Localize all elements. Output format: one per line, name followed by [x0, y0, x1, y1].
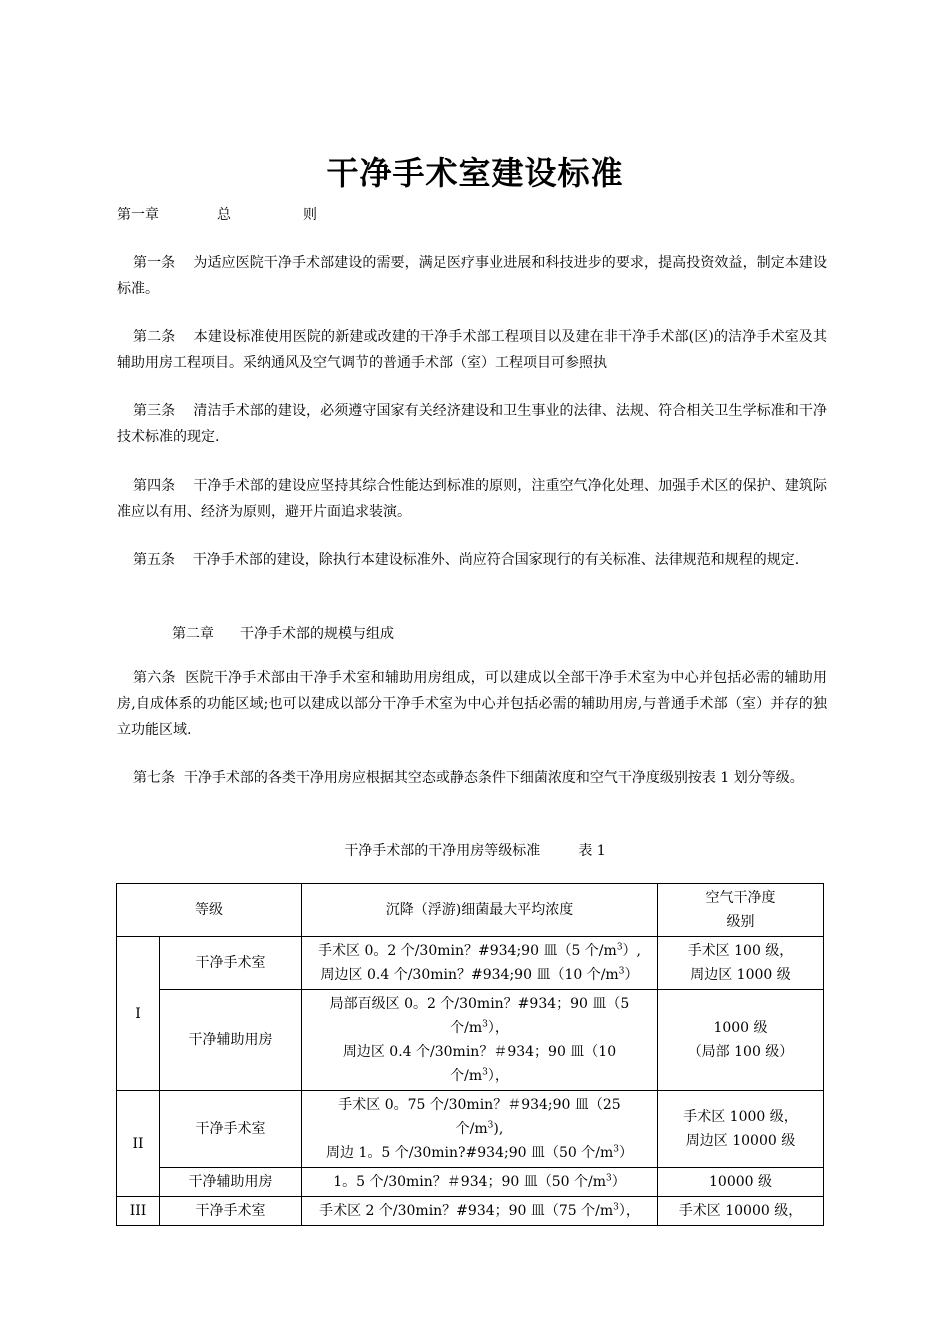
superscript: 3: [487, 1120, 494, 1131]
chapter-2-heading: [172, 623, 394, 643]
bacteria-line: [306, 1064, 653, 1088]
bacteria-text-end: ），: [487, 1020, 509, 1036]
bacteria-text-end: ）: [618, 1145, 633, 1161]
article-6: [117, 665, 827, 743]
room-type-cell: 干净手术室: [160, 1197, 302, 1226]
bacteria-text: 手术区 0。2 个/30min？#934;90 皿（5 个/m: [318, 943, 617, 959]
grade-cell-1: I: [117, 937, 160, 1091]
table-row: [117, 1091, 824, 1168]
table-caption: [0, 840, 950, 860]
header-cleanliness-line-2: 级别: [726, 914, 755, 930]
bacteria-line: [306, 1117, 653, 1141]
table-caption-text: 干净手术部的干净用房等级标准: [344, 843, 541, 859]
room-type-cell: 干净辅助用房: [160, 1168, 302, 1197]
cleanliness-line: 手术区 1000 级，: [683, 1109, 798, 1125]
article-5: [117, 547, 827, 573]
header-cleanliness: [658, 884, 824, 937]
article-text: 干净手术部的建设应坚持其综合性能达到标准的原则，注重空气净化处理、加强手术区的保护、建筑际准应以有用、经济为原则，避开片面追求装演。: [117, 478, 828, 520]
table-row: [117, 1168, 824, 1197]
document-title: 干净手术室建设标准: [326, 154, 624, 192]
bacteria-cell: [302, 937, 658, 990]
cleanliness-cell: [658, 990, 824, 1091]
room-type-cell: 干净辅助用房: [160, 990, 302, 1091]
room-type-cell: 干净手术室: [160, 937, 302, 990]
chapter-1-word-2: 则: [303, 207, 317, 223]
article-label: 第四条: [133, 478, 176, 494]
bacteria-cell: [302, 990, 658, 1091]
article-text: 本建设标准使用医院的新建或改建的干净手术部工程项目以及建在非干净手术部(区)的洁净手术室及其辅助用房工程项目。采纳通风及空气调节的普通手术部（室）工程项目可参照执: [117, 329, 828, 371]
bacteria-text-end: ），: [487, 1068, 509, 1084]
table-row: [117, 1197, 824, 1226]
article-text: 干净手术部的建设，除执行本建设标准外、尚应符合国家现行的有关标准、法律规范和规程的规定.: [192, 552, 800, 568]
bacteria-text: 1。5 个/30min？＃934；90 皿（50 个/m: [333, 1174, 607, 1190]
cleanliness-line: 1000 级: [713, 1020, 768, 1036]
superscript: 3: [618, 966, 625, 977]
chapter-1-word-1: 总: [217, 207, 231, 223]
table-header-row: [117, 884, 824, 937]
bacteria-text-end: ），: [618, 1203, 640, 1219]
bacteria-line: [306, 1016, 653, 1040]
bacteria-text: 周边区 0.4 个/30min？#934;90 皿（10 个/m: [320, 967, 619, 983]
bacteria-text: 个/m: [450, 1068, 483, 1084]
bacteria-cell: [302, 1091, 658, 1168]
article-label: 第三条: [133, 403, 176, 419]
bacteria-line: 手术区 0。75 个/30min？＃934;90 皿（25: [338, 1097, 621, 1113]
bacteria-line: [306, 963, 653, 987]
article-text: 干净手术部的各类干净用房应根据其空态或静态条件下细菌浓度和空气干净度级别按表 1 划分等级。: [183, 770, 804, 786]
cleanliness-line: 周边区 10000 级: [685, 1133, 796, 1149]
bacteria-line: 局部百级区 0。2 个/30min？#934；90 皿（5: [329, 996, 630, 1012]
chapter-1-number: 第一章: [117, 207, 159, 223]
article-label: 第五条: [133, 552, 175, 568]
bacteria-text: 个/m: [450, 1020, 483, 1036]
superscript: 3: [613, 1144, 619, 1155]
article-7: [117, 765, 827, 791]
cleanliness-cell: [658, 1091, 824, 1168]
article-text: 清洁手术部的建设，必须遵守国家有关经济建设和卫生事业的法律、法规、符合相关卫生学标准和干净技术标准的现定.: [117, 403, 828, 445]
cleanliness-cell: 手术区 10000 级，: [658, 1197, 824, 1226]
chapter-2-title: 干净手术部的规模与组成: [240, 626, 394, 642]
superscript: 3: [616, 942, 623, 953]
table-row: [117, 990, 824, 1091]
cleanroom-grade-table: [116, 883, 824, 1226]
article-label: 第七条: [133, 770, 175, 786]
superscript: 3: [482, 1019, 488, 1030]
bacteria-line: [306, 1141, 653, 1165]
bacteria-line: 周边区 0.4 个/30min？＃934；90 皿（10: [342, 1044, 617, 1060]
bacteria-text: 手术区 2 个/30min？#934；90 皿（75 个/m: [319, 1203, 614, 1219]
bacteria-cell: [302, 1197, 658, 1226]
article-text: 为适应医院干净手术部建设的需要，满足医疗事业进展和科技进步的要求，提高投资效益，制定本建设标准。: [117, 255, 828, 297]
article-label: 第一条: [133, 255, 176, 271]
bacteria-line: [306, 939, 653, 963]
cleanliness-line: （局部 100 级）: [687, 1044, 794, 1060]
cleanliness-line: 手术区 100 级，: [687, 943, 794, 959]
table-row: [117, 937, 824, 990]
article-3: [117, 398, 827, 450]
room-type-cell: 干净手术室: [160, 1091, 302, 1168]
bacteria-text: 周边 1。5 个/30min?#934;90 皿（50 个/m: [326, 1145, 614, 1161]
cleanliness-cell: 10000 级: [658, 1168, 824, 1197]
grade-cell-3: III: [117, 1197, 160, 1226]
article-label: 第二条: [133, 329, 176, 345]
superscript: 3: [613, 1202, 619, 1213]
bacteria-text-end: ）,: [622, 943, 641, 959]
article-4: [117, 473, 827, 525]
header-grade: 等级: [117, 884, 302, 937]
grade-cell-2: II: [117, 1091, 160, 1197]
header-cleanliness-line-1: 空气干净度: [705, 890, 776, 906]
cleanliness-cell: [658, 937, 824, 990]
article-text: 医院干净手术部由干净手术室和辅助用房组成，可以建成以全部干净手术室为中心并包括必需的辅助用房,自成体系的功能区域;也可以建成以部分干净手术室为中心并包括必需的辅助用房,与普通手术部（室）并存的独立功能区域.: [117, 670, 828, 738]
table-caption-number: 表 1: [578, 843, 606, 859]
bacteria-cell: [302, 1168, 658, 1197]
header-bacteria: 沉降（浮游)细菌最大平均浓度: [302, 884, 658, 937]
superscript: 3: [606, 1173, 612, 1184]
cleanliness-line: 周边区 1000 级: [690, 967, 791, 983]
superscript: 3: [482, 1067, 488, 1078]
bacteria-text-end: ),: [493, 1121, 504, 1137]
article-label: 第六条: [133, 670, 176, 686]
bacteria-text-end: ）: [611, 1174, 626, 1190]
bacteria-text: 个/m: [455, 1121, 488, 1137]
article-2: [117, 324, 827, 376]
chapter-2-number: 第二章: [172, 626, 214, 642]
article-1: [117, 250, 827, 302]
bacteria-text-end: ）: [624, 967, 639, 983]
